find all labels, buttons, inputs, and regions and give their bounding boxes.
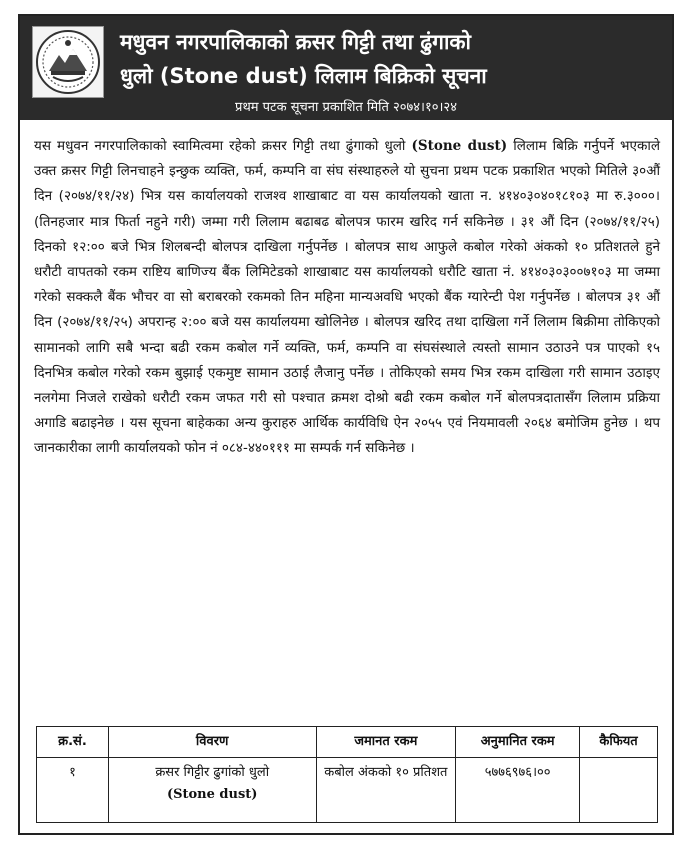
table-header-row — [37, 727, 658, 758]
municipality-emblem-icon — [32, 26, 104, 98]
notice-page — [18, 14, 674, 835]
col-deposit-header: जमानत रकम — [316, 727, 456, 758]
cell-remarks — [580, 758, 658, 823]
col-estimate-header: अनुमानित रकम — [456, 727, 580, 758]
cell-estimate: ५७७६९७६।०० — [456, 758, 580, 823]
col-description-header: विवरण — [108, 727, 316, 758]
auction-items-table — [36, 726, 658, 823]
cell-description — [108, 758, 316, 823]
notice-body — [34, 134, 660, 462]
notice-title-line2: धुलो (Stone dust) लिलाम बिक्रिको सूचना — [120, 64, 487, 88]
cell-deposit: कबोल अंकको १० प्रतिशत — [316, 758, 456, 823]
body-text-part1: यस मधुवन नगरपालिकाको स्वामित्वमा रहेको क्रसर गिट्टी तथा ढुंगाको धुलो — [34, 138, 412, 154]
body-text-part2: लिलाम बिक्रि गर्नुपर्ने भएकाले उक्त क्रसर गिट्टी लिनचाहने इन्छुक व्यक्ति, फर्म, कम्पनि वा संघ संस्थाहरुले यो सुचना प्रथम पटक प्रकाशित भएको मितिले ३०औं दिन (२०७४/११/२४) भित्र यस कार्यालयको राजश्व शाखाबाट वा यस कार्यालयको खाता न. ४१४०३०४०१८१०३ मा रु.३०००। (तिनहजार मात्र फिर्ता नहुने गरी) जम्मा गरी लिलाम बढाबढ बोलपत्र फारम खरिद गर्न सकिनेछ । ३१ औं दिन (२०७४/११/२५) दिनको १२:०० बजे भित्र शिलबन्दी बोलपत्र दाखिला गर्नुपर्नेछ । बोलपत्र साथ आफुले कबोल गरेको अंकको १० प्रतिशतले हुने धरौटी वापतको रकम राष्टिय बाणिज्य बैंक लिमिटेडको शाखाबाट यस कार्यालयको धरौटि खाता नं. ४१४०३०३००७१०३ मा जम्मा गरेको सक्कलै बैंक भौचर वा सो बराबरको रकमको तिन महिना मान्यअवधि भएको बैंक ग्यारेन्टी पेश गर्नुपर्नेछ । बोलपत्र ३१ औं दिन (२०७४/११/२५) अपरान्ह २:०० बजे यस कार्यालयमा खोलिनेछ । बोलपत्र खरिद तथा दाखिला गर्ने लिलाम बिक्रीमा तोकिएको सामानको लागि सबै भन्दा बढी रकम कबोल गर्ने व्यक्ति, फर्म, कम्पनि वा संघसंस्थाले त्यस्तो सामान उठाउने पत्र पाएको १५ दिनभित्र कबोल गरेको रकम बुझाई एकमुष्ट सामान उठाई लैजानु पर्नेछ । तोकिएको समय भित्र रकम दाखिला गरी सामान उठाइए नलगेमा निजले राखेको धरौटी रकम जफत गरी सो पश्चात क्रमश दोश्रो बढी रकम कबोल गर्ने बोलपत्रदातासँग लिलाम प्रक्रिया अगाडि बढाइनेछ । यस सूचना बाहेकका अन्य कुराहरु आर्थिक कार्यविधि ऐन २०५५ एवं नियमावली २०६४ बमोजिम हुनेछ । थप जानकारीका लागी कार्यालयको फोन नं ०८४-४४०१११ मा सम्पर्क गर्न सकिनेछ । — [34, 138, 660, 457]
body-text-stone-dust: (Stone dust) — [411, 138, 508, 154]
notice-title-line1: मधुवन नगरपालिकाको क्रसर गिट्टी तथा ढुंगाको — [120, 30, 471, 54]
col-serial-header: क्र.सं. — [37, 727, 109, 758]
description-line2: (Stone dust) — [166, 787, 258, 802]
publication-date: प्रथम पटक सूचना प्रकाशित मिति २०७४।१०।२४ — [235, 100, 457, 115]
notice-header — [20, 16, 672, 120]
description-line1: क्रसर गिट्टीर ढुगांको धुलो — [155, 765, 270, 780]
table-row — [37, 758, 658, 823]
cell-serial: १ — [37, 758, 109, 823]
col-remarks-header: कैफियत — [580, 727, 658, 758]
